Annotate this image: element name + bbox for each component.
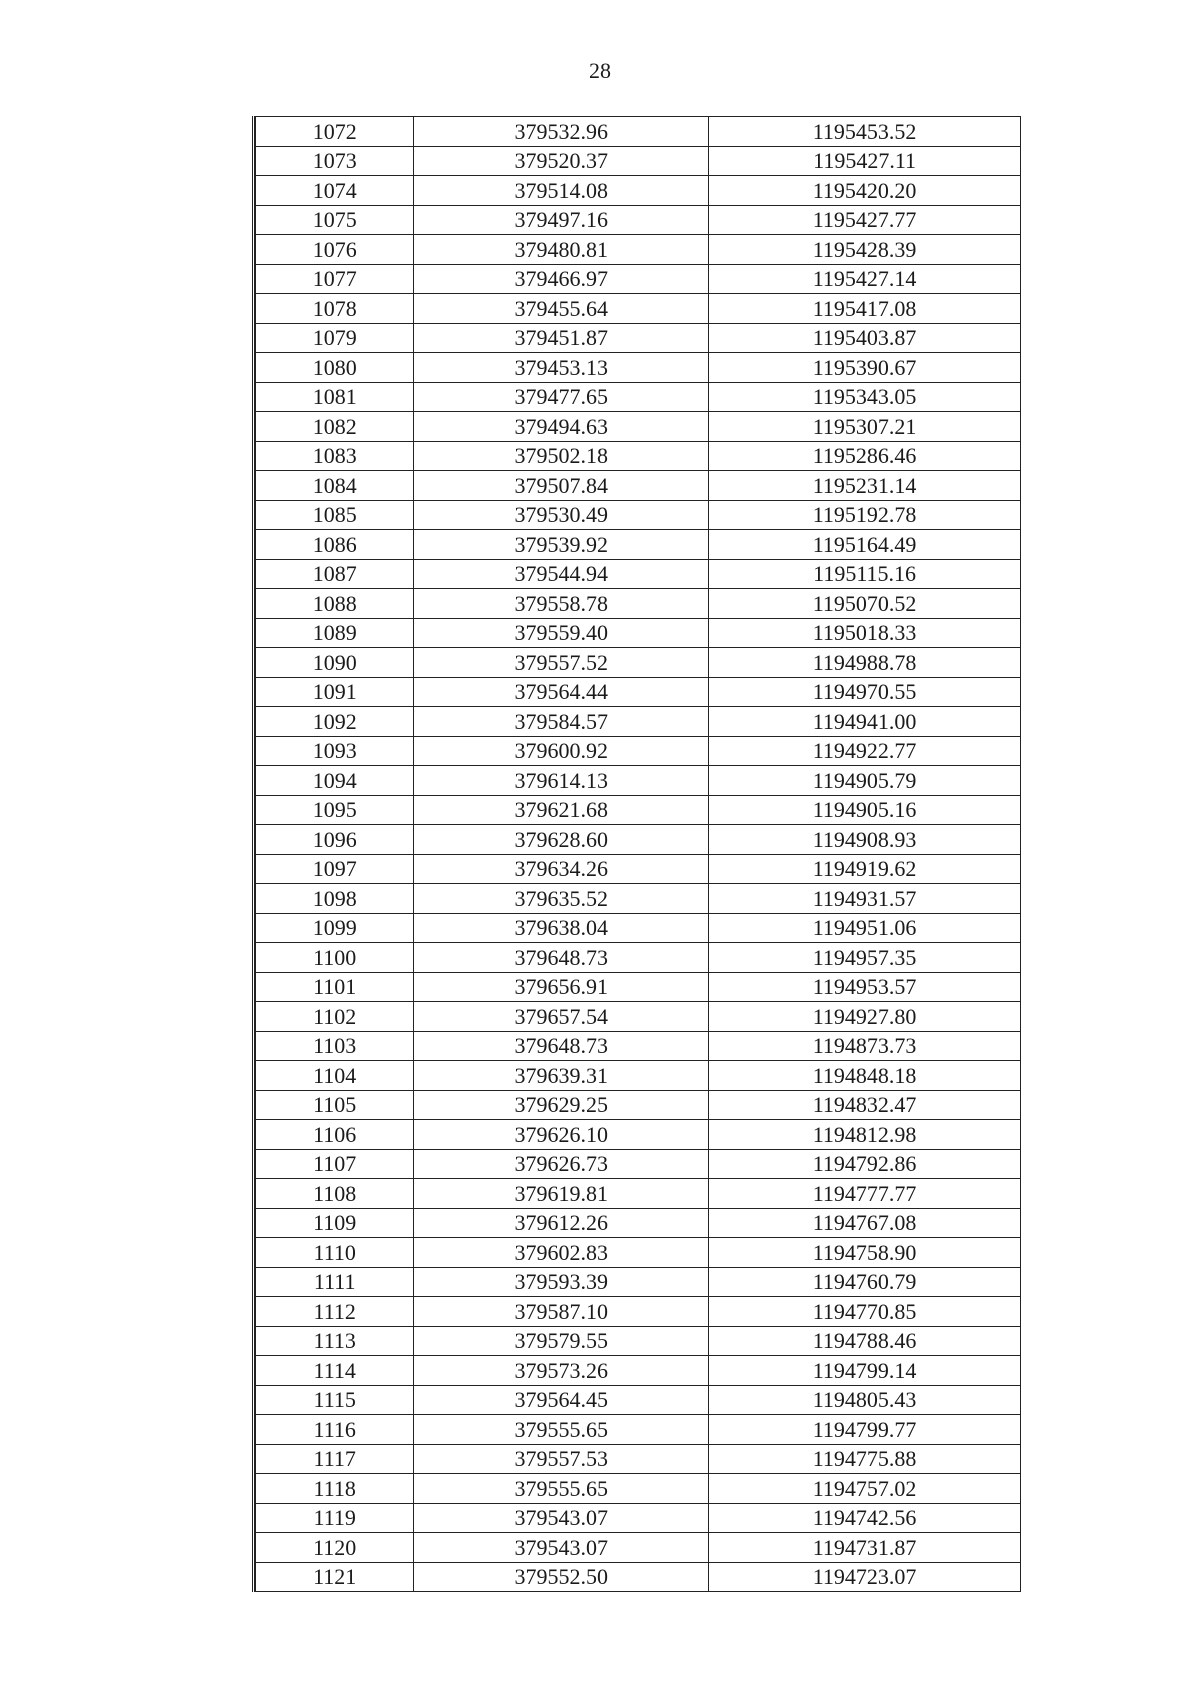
table-row: [256, 1208, 1021, 1238]
y-coordinate-cell: 1195417.08: [709, 294, 1021, 324]
table-row: [256, 264, 1021, 294]
point-number-cell: 1108: [256, 1179, 414, 1209]
table-row: [256, 1179, 1021, 1209]
x-coordinate-cell: 379573.26: [414, 1356, 709, 1386]
point-number-cell: 1098: [256, 884, 414, 914]
y-coordinate-cell: 1195453.52: [709, 117, 1021, 147]
y-coordinate-cell: 1195070.52: [709, 589, 1021, 619]
x-coordinate-cell: 379579.55: [414, 1326, 709, 1356]
point-number-cell: 1082: [256, 412, 414, 442]
coordinates-table-body: [256, 117, 1021, 1592]
point-number-cell: 1096: [256, 825, 414, 855]
table-row: [256, 176, 1021, 206]
point-number-cell: 1074: [256, 176, 414, 206]
y-coordinate-cell: 1195427.77: [709, 205, 1021, 235]
point-number-cell: 1113: [256, 1326, 414, 1356]
x-coordinate-cell: 379564.45: [414, 1385, 709, 1415]
table-row: [256, 972, 1021, 1002]
table-row: [256, 943, 1021, 973]
y-coordinate-cell: 1194792.86: [709, 1149, 1021, 1179]
y-coordinate-cell: 1194788.46: [709, 1326, 1021, 1356]
x-coordinate-cell: 379593.39: [414, 1267, 709, 1297]
x-coordinate-cell: 379559.40: [414, 618, 709, 648]
x-coordinate-cell: 379656.91: [414, 972, 709, 1002]
y-coordinate-cell: 1194775.88: [709, 1444, 1021, 1474]
point-number-cell: 1112: [256, 1297, 414, 1327]
table-row: [256, 707, 1021, 737]
point-number-cell: 1106: [256, 1120, 414, 1150]
table-row: [256, 1356, 1021, 1386]
y-coordinate-cell: 1195427.11: [709, 146, 1021, 176]
table-row: [256, 1474, 1021, 1504]
x-coordinate-cell: 379544.94: [414, 559, 709, 589]
x-coordinate-cell: 379494.63: [414, 412, 709, 442]
x-coordinate-cell: 379614.13: [414, 766, 709, 796]
point-number-cell: 1073: [256, 146, 414, 176]
y-coordinate-cell: 1194951.06: [709, 913, 1021, 943]
table-row: [256, 677, 1021, 707]
point-number-cell: 1114: [256, 1356, 414, 1386]
y-coordinate-cell: 1194832.47: [709, 1090, 1021, 1120]
table-row: [256, 1031, 1021, 1061]
y-coordinate-cell: 1194757.02: [709, 1474, 1021, 1504]
point-number-cell: 1105: [256, 1090, 414, 1120]
x-coordinate-cell: 379639.31: [414, 1061, 709, 1091]
y-coordinate-cell: 1194758.90: [709, 1238, 1021, 1268]
x-coordinate-cell: 379555.65: [414, 1415, 709, 1445]
point-number-cell: 1085: [256, 500, 414, 530]
table-row: [256, 736, 1021, 766]
y-coordinate-cell: 1194873.73: [709, 1031, 1021, 1061]
x-coordinate-cell: 379520.37: [414, 146, 709, 176]
point-number-cell: 1086: [256, 530, 414, 560]
table-row: [256, 1238, 1021, 1268]
table-row: [256, 1503, 1021, 1533]
x-coordinate-cell: 379552.50: [414, 1562, 709, 1592]
point-number-cell: 1095: [256, 795, 414, 825]
x-coordinate-cell: 379628.60: [414, 825, 709, 855]
table-row: [256, 471, 1021, 501]
point-number-cell: 1079: [256, 323, 414, 353]
y-coordinate-cell: 1194931.57: [709, 884, 1021, 914]
y-coordinate-cell: 1194988.78: [709, 648, 1021, 678]
point-number-cell: 1102: [256, 1002, 414, 1032]
y-coordinate-cell: 1194905.16: [709, 795, 1021, 825]
table-row: [256, 382, 1021, 412]
point-number-cell: 1087: [256, 559, 414, 589]
x-coordinate-cell: 379635.52: [414, 884, 709, 914]
y-coordinate-cell: 1194812.98: [709, 1120, 1021, 1150]
x-coordinate-cell: 379477.65: [414, 382, 709, 412]
point-number-cell: 1094: [256, 766, 414, 796]
y-coordinate-cell: 1195231.14: [709, 471, 1021, 501]
x-coordinate-cell: 379558.78: [414, 589, 709, 619]
table-row: [256, 500, 1021, 530]
point-number-cell: 1077: [256, 264, 414, 294]
y-coordinate-cell: 1195427.14: [709, 264, 1021, 294]
point-number-cell: 1089: [256, 618, 414, 648]
table-row: [256, 1444, 1021, 1474]
y-coordinate-cell: 1195343.05: [709, 382, 1021, 412]
point-number-cell: 1107: [256, 1149, 414, 1179]
y-coordinate-cell: 1194927.80: [709, 1002, 1021, 1032]
table-row: [256, 1090, 1021, 1120]
x-coordinate-cell: 379557.52: [414, 648, 709, 678]
x-coordinate-cell: 379626.10: [414, 1120, 709, 1150]
table-row: [256, 648, 1021, 678]
y-coordinate-cell: 1194723.07: [709, 1562, 1021, 1592]
y-coordinate-cell: 1195390.67: [709, 353, 1021, 383]
point-number-cell: 1103: [256, 1031, 414, 1061]
y-coordinate-cell: 1194731.87: [709, 1533, 1021, 1563]
point-number-cell: 1115: [256, 1385, 414, 1415]
page-number: 28: [589, 58, 611, 83]
point-number-cell: 1100: [256, 943, 414, 973]
x-coordinate-cell: 379584.57: [414, 707, 709, 737]
x-coordinate-cell: 379497.16: [414, 205, 709, 235]
x-coordinate-cell: 379557.53: [414, 1444, 709, 1474]
x-coordinate-cell: 379502.18: [414, 441, 709, 471]
x-coordinate-cell: 379629.25: [414, 1090, 709, 1120]
x-coordinate-cell: 379634.26: [414, 854, 709, 884]
x-coordinate-cell: 379600.92: [414, 736, 709, 766]
point-number-cell: 1083: [256, 441, 414, 471]
y-coordinate-cell: 1195018.33: [709, 618, 1021, 648]
table-row: [256, 884, 1021, 914]
x-coordinate-cell: 379530.49: [414, 500, 709, 530]
x-coordinate-cell: 379587.10: [414, 1297, 709, 1327]
x-coordinate-cell: 379543.07: [414, 1503, 709, 1533]
y-coordinate-cell: 1195115.16: [709, 559, 1021, 589]
y-coordinate-cell: 1194970.55: [709, 677, 1021, 707]
y-coordinate-cell: 1195286.46: [709, 441, 1021, 471]
table-row: [256, 294, 1021, 324]
coordinates-table-container: [252, 116, 1021, 1592]
y-coordinate-cell: 1195307.21: [709, 412, 1021, 442]
table-row: [256, 825, 1021, 855]
point-number-cell: 1088: [256, 589, 414, 619]
y-coordinate-cell: 1194957.35: [709, 943, 1021, 973]
y-coordinate-cell: 1194805.43: [709, 1385, 1021, 1415]
point-number-cell: 1119: [256, 1503, 414, 1533]
y-coordinate-cell: 1194941.00: [709, 707, 1021, 737]
y-coordinate-cell: 1194770.85: [709, 1297, 1021, 1327]
table-row: [256, 1297, 1021, 1327]
table-row: [256, 1326, 1021, 1356]
table-row: [256, 589, 1021, 619]
coordinates-table: [255, 116, 1021, 1592]
point-number-cell: 1120: [256, 1533, 414, 1563]
x-coordinate-cell: 379619.81: [414, 1179, 709, 1209]
table-row: [256, 146, 1021, 176]
point-number-cell: 1111: [256, 1267, 414, 1297]
table-row: [256, 1415, 1021, 1445]
point-number-cell: 1109: [256, 1208, 414, 1238]
y-coordinate-cell: 1194953.57: [709, 972, 1021, 1002]
x-coordinate-cell: 379453.13: [414, 353, 709, 383]
y-coordinate-cell: 1194767.08: [709, 1208, 1021, 1238]
table-row: [256, 1562, 1021, 1592]
y-coordinate-cell: 1195420.20: [709, 176, 1021, 206]
table-row: [256, 117, 1021, 147]
y-coordinate-cell: 1194905.79: [709, 766, 1021, 796]
point-number-cell: 1075: [256, 205, 414, 235]
x-coordinate-cell: 379532.96: [414, 117, 709, 147]
x-coordinate-cell: 379455.64: [414, 294, 709, 324]
table-row: [256, 441, 1021, 471]
table-row: [256, 412, 1021, 442]
y-coordinate-cell: 1195428.39: [709, 235, 1021, 265]
point-number-cell: 1084: [256, 471, 414, 501]
point-number-cell: 1121: [256, 1562, 414, 1592]
y-coordinate-cell: 1195164.49: [709, 530, 1021, 560]
table-row: [256, 1385, 1021, 1415]
y-coordinate-cell: 1194742.56: [709, 1503, 1021, 1533]
x-coordinate-cell: 379648.73: [414, 943, 709, 973]
table-row: [256, 854, 1021, 884]
y-coordinate-cell: 1194908.93: [709, 825, 1021, 855]
table-row: [256, 1149, 1021, 1179]
x-coordinate-cell: 379626.73: [414, 1149, 709, 1179]
x-coordinate-cell: 379466.97: [414, 264, 709, 294]
table-row: [256, 618, 1021, 648]
y-coordinate-cell: 1194799.14: [709, 1356, 1021, 1386]
y-coordinate-cell: 1195403.87: [709, 323, 1021, 353]
point-number-cell: 1097: [256, 854, 414, 884]
x-coordinate-cell: 379451.87: [414, 323, 709, 353]
x-coordinate-cell: 379602.83: [414, 1238, 709, 1268]
table-row: [256, 766, 1021, 796]
table-row: [256, 1002, 1021, 1032]
x-coordinate-cell: 379612.26: [414, 1208, 709, 1238]
table-row: [256, 205, 1021, 235]
x-coordinate-cell: 379638.04: [414, 913, 709, 943]
x-coordinate-cell: 379657.54: [414, 1002, 709, 1032]
x-coordinate-cell: 379543.07: [414, 1533, 709, 1563]
point-number-cell: 1092: [256, 707, 414, 737]
point-number-cell: 1116: [256, 1415, 414, 1445]
point-number-cell: 1104: [256, 1061, 414, 1091]
table-row: [256, 323, 1021, 353]
table-row: [256, 559, 1021, 589]
x-coordinate-cell: 379621.68: [414, 795, 709, 825]
point-number-cell: 1118: [256, 1474, 414, 1504]
x-coordinate-cell: 379555.65: [414, 1474, 709, 1504]
table-row: [256, 913, 1021, 943]
y-coordinate-cell: 1194777.77: [709, 1179, 1021, 1209]
y-coordinate-cell: 1194799.77: [709, 1415, 1021, 1445]
table-row: [256, 795, 1021, 825]
table-row: [256, 235, 1021, 265]
point-number-cell: 1090: [256, 648, 414, 678]
table-row: [256, 1120, 1021, 1150]
x-coordinate-cell: 379539.92: [414, 530, 709, 560]
point-number-cell: 1091: [256, 677, 414, 707]
x-coordinate-cell: 379514.08: [414, 176, 709, 206]
table-row: [256, 1533, 1021, 1563]
x-coordinate-cell: 379648.73: [414, 1031, 709, 1061]
point-number-cell: 1076: [256, 235, 414, 265]
point-number-cell: 1072: [256, 117, 414, 147]
x-coordinate-cell: 379564.44: [414, 677, 709, 707]
y-coordinate-cell: 1194848.18: [709, 1061, 1021, 1091]
point-number-cell: 1093: [256, 736, 414, 766]
table-row: [256, 353, 1021, 383]
point-number-cell: 1110: [256, 1238, 414, 1268]
point-number-cell: 1101: [256, 972, 414, 1002]
point-number-cell: 1078: [256, 294, 414, 324]
table-row: [256, 1267, 1021, 1297]
point-number-cell: 1080: [256, 353, 414, 383]
point-number-cell: 1117: [256, 1444, 414, 1474]
y-coordinate-cell: 1194922.77: [709, 736, 1021, 766]
table-row: [256, 530, 1021, 560]
y-coordinate-cell: 1194760.79: [709, 1267, 1021, 1297]
y-coordinate-cell: 1194919.62: [709, 854, 1021, 884]
point-number-cell: 1081: [256, 382, 414, 412]
x-coordinate-cell: 379507.84: [414, 471, 709, 501]
table-row: [256, 1061, 1021, 1091]
x-coordinate-cell: 379480.81: [414, 235, 709, 265]
y-coordinate-cell: 1195192.78: [709, 500, 1021, 530]
point-number-cell: 1099: [256, 913, 414, 943]
